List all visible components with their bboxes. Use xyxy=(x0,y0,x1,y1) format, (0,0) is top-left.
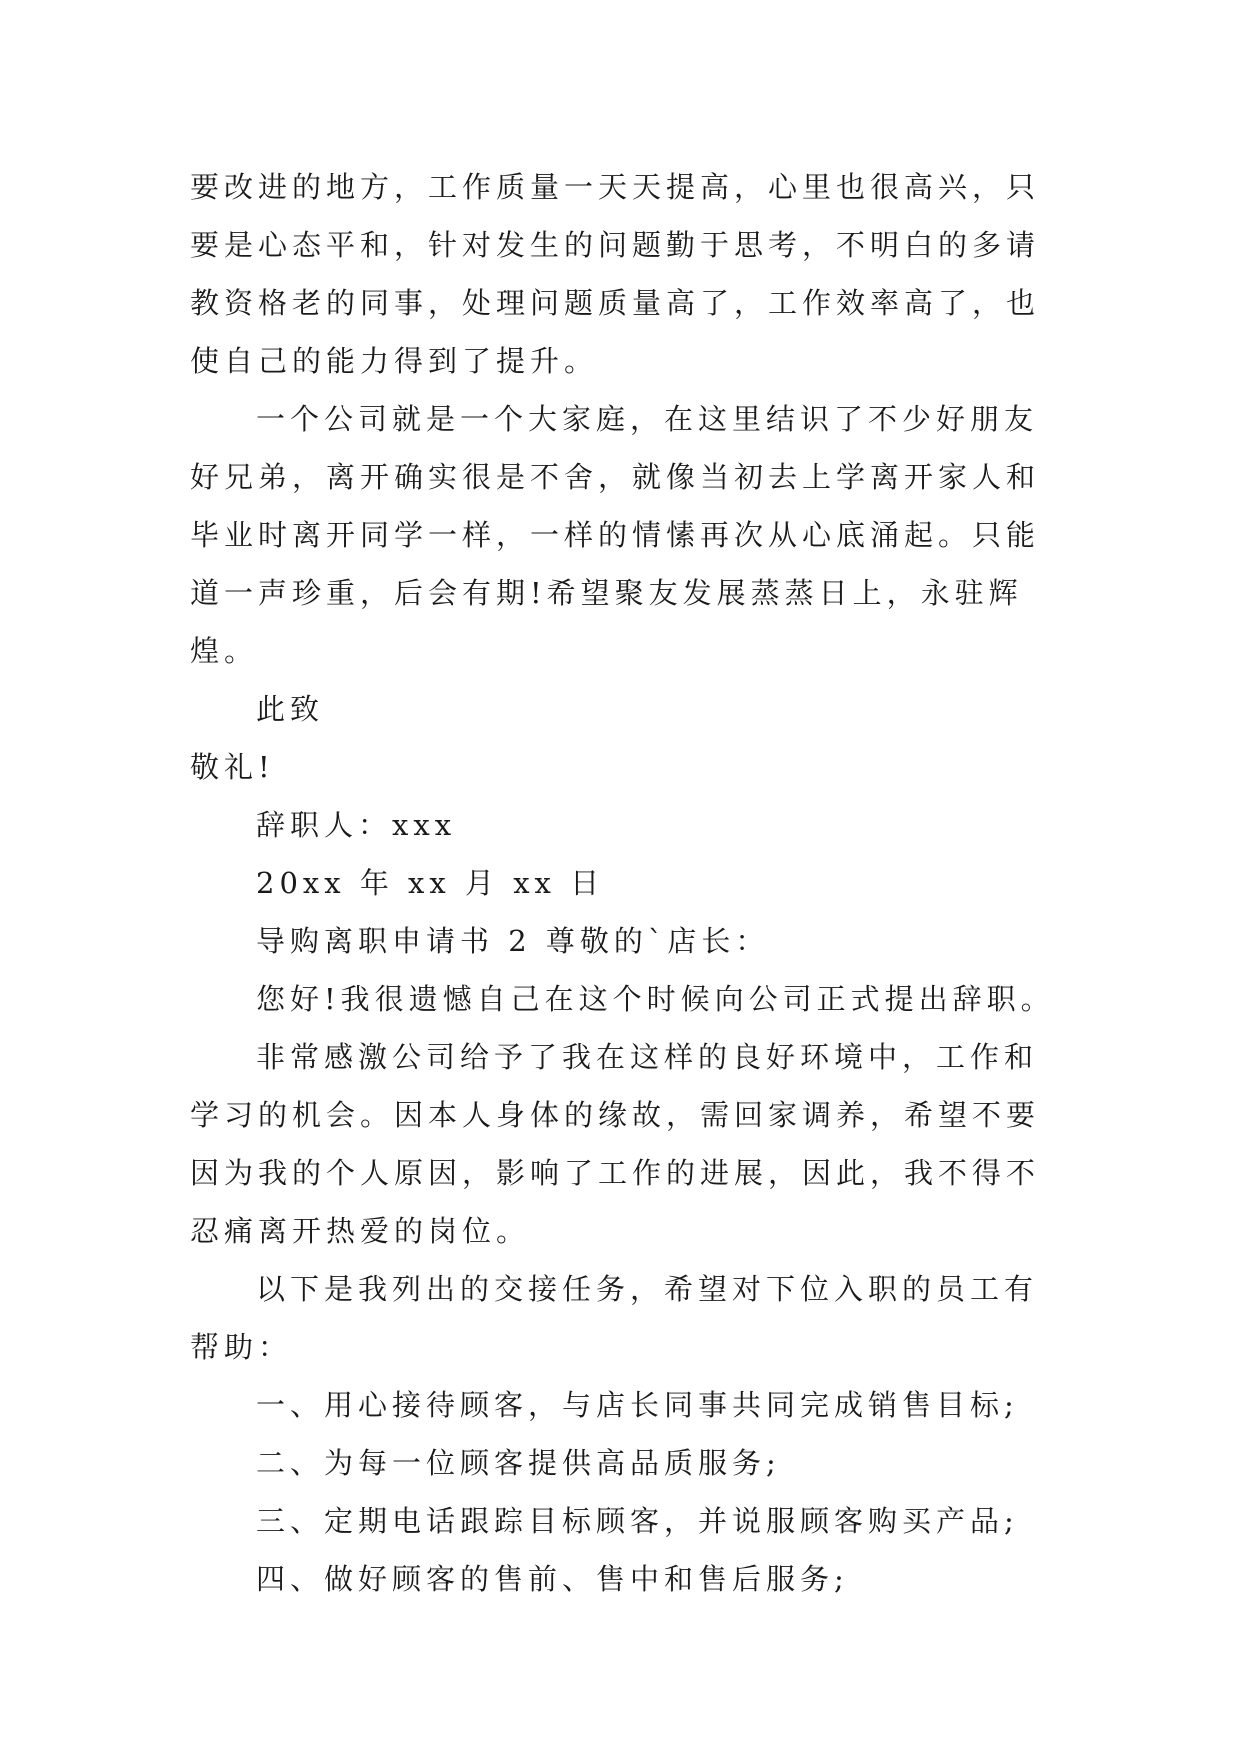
document-body xyxy=(190,158,1060,1608)
signature-name: 辞职人：xxx xyxy=(256,808,457,842)
closing-regards: 敬礼! xyxy=(190,750,275,784)
paragraph-greeting: 您好!我很遗憾自己在这个时候向公司正式提出辞职。 xyxy=(256,982,1055,1016)
handover-item-2: 二、为每一位顾客提供高品质服务; xyxy=(256,1446,781,1480)
paragraph-gratitude: 非常感激公司给予了我在这样的良好环境中，工作和学习的机会。因本人身体的缘故，需回家调养，希望不要因为我的个人原因，影响了工作的进展，因此，我不得不忍痛离开热爱的岗位。 xyxy=(190,1040,1041,1248)
section-title-letter-2: 导购离职申请书 2 尊敬的`店长： xyxy=(256,924,770,958)
closing-salutation: 此致 xyxy=(256,692,325,726)
handover-item-1: 一、用心接待顾客，与店长同事共同完成销售目标; xyxy=(256,1388,1019,1422)
paragraph-handover-intro: 以下是我列出的交接任务，希望对下位入职的员工有帮助： xyxy=(190,1272,1039,1364)
paragraph-farewell: 一个公司就是一个大家庭，在这里结识了不少好朋友好兄弟，离开确实很是不舍，就像当初去上学离开家人和毕业时离开同学一样，一样的情愫再次从心底涌起。只能道一声珍重，后会有期!希望聚友发展蒸蒸日上，永驻辉煌。 xyxy=(190,402,1041,668)
handover-item-3: 三、定期电话跟踪目标顾客，并说服顾客购买产品; xyxy=(256,1504,1019,1538)
paragraph-work-quality: 要改进的地方，工作质量一天天提高，心里也很高兴，只要是心态平和，针对发生的问题勤于思考，不明白的多请教资格老的同事，处理问题质量高了，工作效率高了，也使自己的能力得到了提升。 xyxy=(190,170,1041,378)
handover-item-4: 四、做好顾客的售前、售中和售后服务; xyxy=(256,1562,849,1596)
signature-date: 20xx 年 xx 月 xx 日 xyxy=(256,866,605,900)
